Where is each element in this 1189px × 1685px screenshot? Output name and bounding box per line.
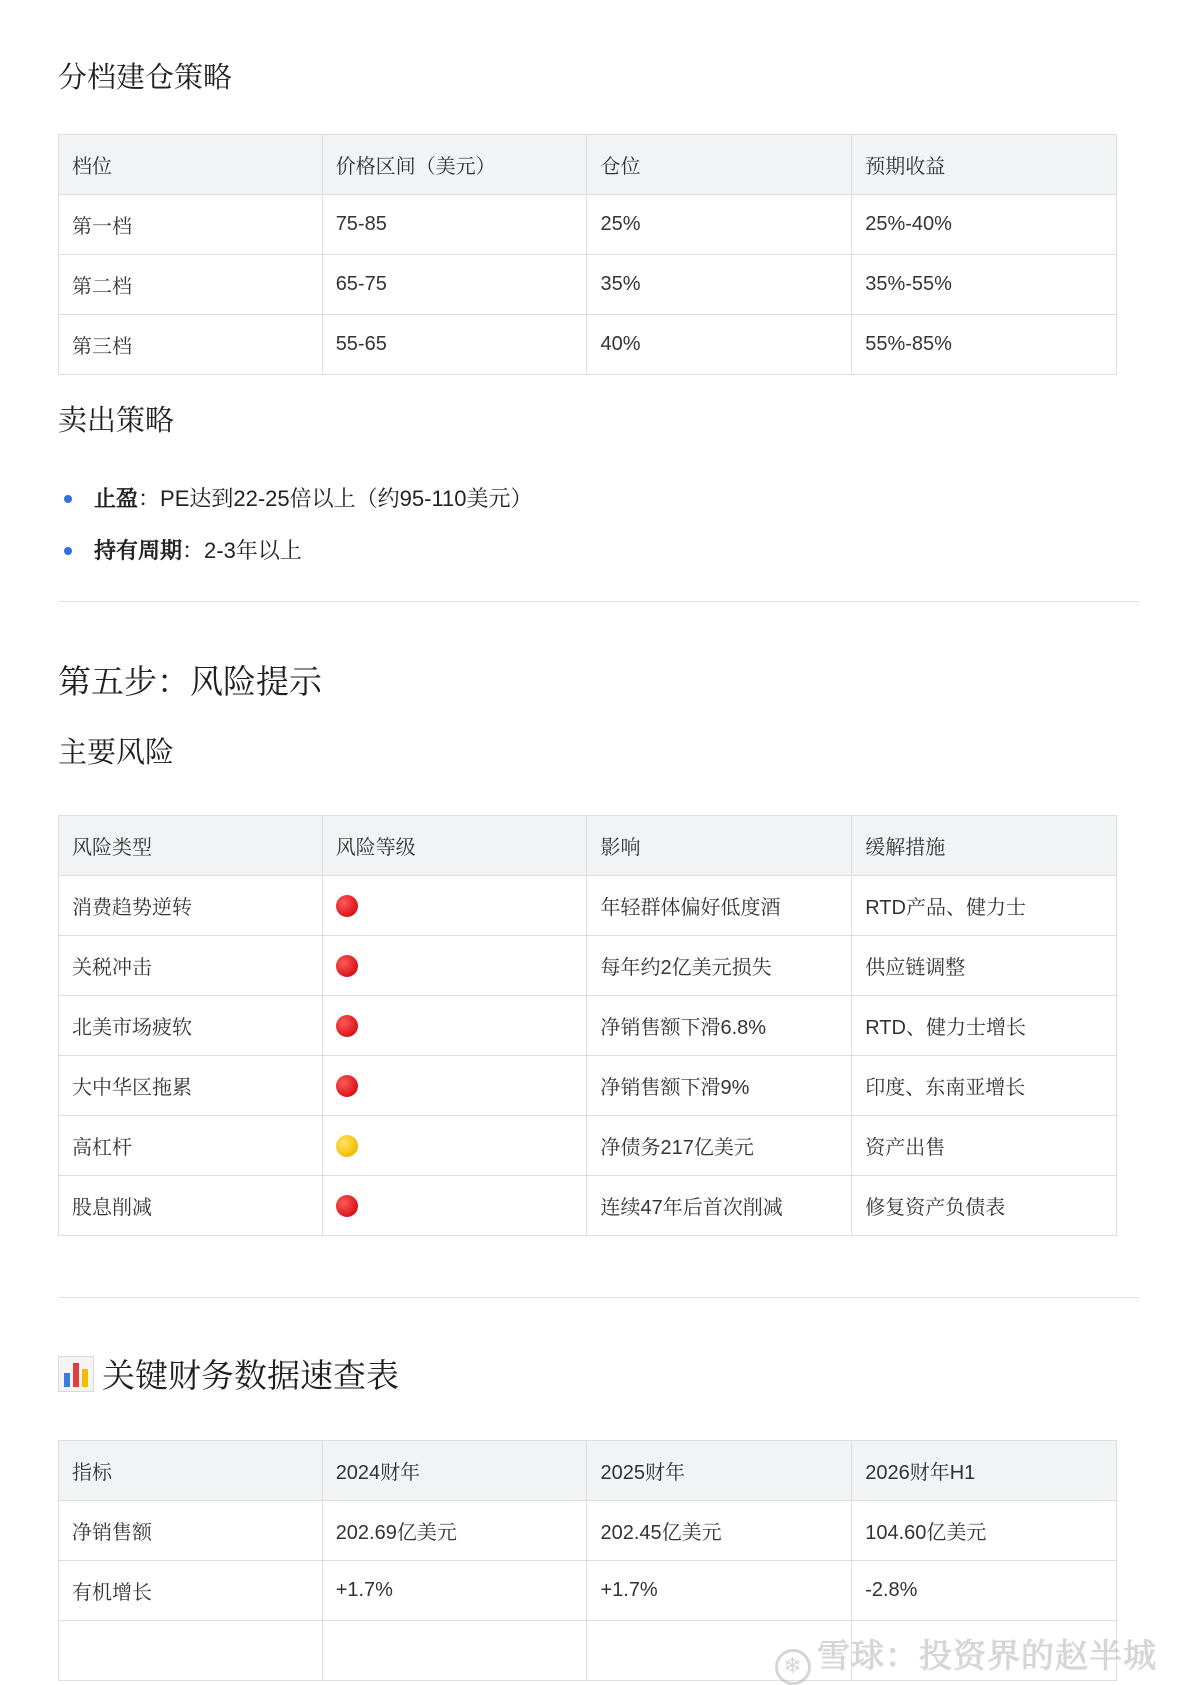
table-header-cell: 2025财年 (587, 1441, 852, 1501)
table-header-cell: 指标 (59, 1441, 323, 1501)
table-cell: 25% (587, 195, 852, 255)
financials-title (58, 1350, 399, 1397)
table-header-cell: 风险类型 (59, 816, 323, 876)
list-item-label: 持有周期 (94, 538, 183, 563)
table-cell (59, 1621, 323, 1681)
table-header-cell: 2024财年 (322, 1441, 587, 1501)
table-cell: 55%-85% (852, 315, 1117, 375)
red-circle-icon (336, 955, 358, 977)
red-circle-icon (336, 1195, 358, 1217)
tier-strategy-title: 分档建仓策略 (58, 62, 233, 94)
table-cell (322, 1116, 587, 1176)
red-circle-icon (336, 895, 358, 917)
section-divider (58, 601, 1140, 602)
table-cell: 第一档 (59, 195, 323, 255)
table-cell: 印度、东南亚增长 (852, 1056, 1117, 1116)
bullet-icon (64, 547, 72, 555)
table-row (59, 1561, 1117, 1621)
list-item-separator: ： (182, 538, 205, 563)
table-row (59, 255, 1117, 315)
sell-strategy-title: 卖出策略 (58, 405, 175, 437)
table-cell: 104.60亿美元 (852, 1501, 1117, 1561)
table-cell: +1.7% (587, 1561, 852, 1621)
table-cell: -2.8% (852, 1561, 1117, 1621)
table-row (59, 1501, 1117, 1561)
table-row (59, 876, 1117, 936)
table-cell: 202.45亿美元 (587, 1501, 852, 1561)
table-cell: 65-75 (322, 255, 587, 315)
tier-strategy-table (58, 134, 1117, 375)
section-divider (58, 1297, 1140, 1298)
table-header-cell: 仓位 (587, 135, 852, 195)
table-cell: 大中华区拖累 (59, 1056, 323, 1116)
table-cell (322, 996, 587, 1056)
financials-title-text: 关键财务数据速查表 (102, 1357, 399, 1394)
table-header-row (59, 1441, 1117, 1501)
bar-chart-icon (58, 1356, 94, 1392)
table-cell: 高杠杆 (59, 1116, 323, 1176)
table-cell: 35% (587, 255, 852, 315)
table-row (59, 1116, 1117, 1176)
table-header-cell: 风险等级 (322, 816, 587, 876)
table-cell: 连续47年后首次削减 (587, 1176, 852, 1236)
table-cell: RTD、健力士增长 (852, 996, 1117, 1056)
table-cell: 40% (587, 315, 852, 375)
table-cell: 资产出售 (852, 1116, 1117, 1176)
bullet-icon (64, 495, 72, 503)
list-item-text: 2-3年以上 (204, 538, 302, 563)
list-item-text: PE达到22-25倍以上（约95-110美元） (160, 486, 533, 511)
table-row (59, 1056, 1117, 1116)
table-header-cell: 2026财年H1 (852, 1441, 1117, 1501)
table-cell: 每年约2亿美元损失 (587, 936, 852, 996)
red-circle-icon (336, 1075, 358, 1097)
table-cell: +1.7% (322, 1561, 587, 1621)
table-cell (322, 1176, 587, 1236)
table-cell (322, 1621, 587, 1681)
watermark-text: 雪球：投资界的赵半城 (817, 1637, 1157, 1674)
list-item-separator: ： (138, 486, 161, 511)
table-cell: 供应链调整 (852, 936, 1117, 996)
table-header-cell: 预期收益 (852, 135, 1117, 195)
table-header-cell: 影响 (587, 816, 852, 876)
table-cell: 202.69亿美元 (322, 1501, 587, 1561)
table-cell: 消费趋势逆转 (59, 876, 323, 936)
table-cell (322, 1056, 587, 1116)
table-header-cell: 缓解措施 (852, 816, 1117, 876)
table-cell: 净销售额下滑6.8% (587, 996, 852, 1056)
table-cell: 第二档 (59, 255, 323, 315)
table-cell: RTD产品、健力士 (852, 876, 1117, 936)
step5-title: 第五步：风险提示 (58, 663, 322, 700)
table-row (59, 996, 1117, 1056)
table-cell: 关税冲击 (59, 936, 323, 996)
table-row (59, 195, 1117, 255)
table-cell: 净销售额下滑9% (587, 1056, 852, 1116)
table-header-row (59, 135, 1117, 195)
table-header-cell: 档位 (59, 135, 323, 195)
table-cell: 25%-40% (852, 195, 1117, 255)
list-item (58, 536, 533, 588)
table-header-cell: 价格区间（美元） (322, 135, 587, 195)
list-item-label: 止盈 (94, 486, 139, 511)
snowball-logo-icon: ❄ (775, 1649, 811, 1685)
table-cell: 修复资产负债表 (852, 1176, 1117, 1236)
watermark (775, 1630, 1157, 1685)
sell-strategy-list (58, 484, 533, 588)
table-cell: 有机增长 (59, 1561, 323, 1621)
table-row (59, 936, 1117, 996)
list-item (58, 484, 533, 536)
yellow-circle-icon (336, 1135, 358, 1157)
table-cell: 年轻群体偏好低度酒 (587, 876, 852, 936)
table-cell: 北美市场疲软 (59, 996, 323, 1056)
table-cell (322, 936, 587, 996)
table-cell: 净债务217亿美元 (587, 1116, 852, 1176)
main-risks-title: 主要风险 (58, 737, 175, 769)
table-cell: 35%-55% (852, 255, 1117, 315)
table-cell: 75-85 (322, 195, 587, 255)
table-cell: 净销售额 (59, 1501, 323, 1561)
red-circle-icon (336, 1015, 358, 1037)
table-cell: 55-65 (322, 315, 587, 375)
table-cell (322, 876, 587, 936)
table-cell: 第三档 (59, 315, 323, 375)
table-row (59, 315, 1117, 375)
table-cell: 股息削减 (59, 1176, 323, 1236)
table-header-row (59, 816, 1117, 876)
risk-table (58, 815, 1117, 1236)
table-row (59, 1176, 1117, 1236)
